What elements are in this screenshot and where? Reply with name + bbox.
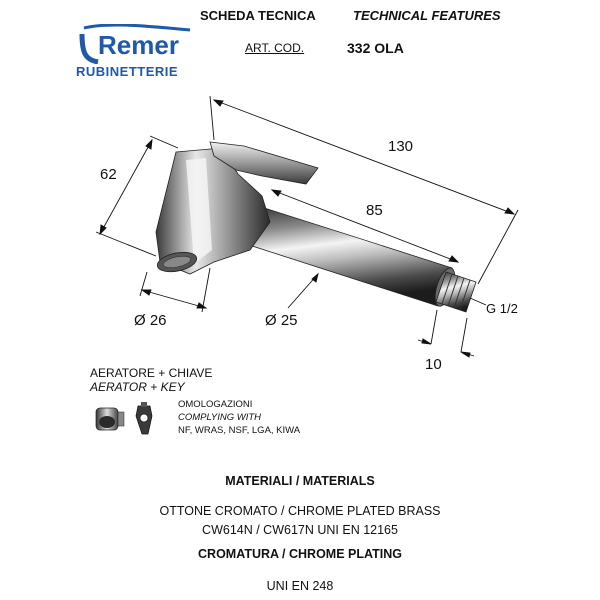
approvals-list: NF, WRAS, NSF, LGA, KIWA: [178, 425, 301, 436]
logo-wordmark: Remer: [98, 30, 179, 60]
dim-label-thread: G 1/2: [486, 301, 518, 316]
key-icon: [136, 402, 152, 434]
dim-label-130: 130: [388, 138, 414, 155]
approvals-label-it: OMOLOGAZIONI: [178, 399, 253, 410]
sheet-title-en: TECHNICAL FEATURES: [353, 8, 501, 23]
plating-title: CROMATURA / CHROME PLATING: [198, 547, 402, 561]
accessory-label-it: AERATORE + CHIAVE: [90, 366, 213, 380]
art-code-label: ART. COD.: [245, 41, 305, 55]
dim-label-62: 62: [100, 166, 117, 183]
dimension-10: [418, 310, 474, 357]
dimension-thread: [470, 298, 486, 305]
materials-line-1: OTTONE CROMATO / CHROME PLATED BRASS: [159, 504, 441, 518]
art-code-value: 332 OLA: [347, 40, 404, 56]
dim-label-d26: Ø 26: [134, 312, 167, 329]
dim-label-10: 10: [425, 356, 442, 373]
aerator-key-images: [90, 400, 170, 440]
materials-title: MATERIALI / MATERIALS: [225, 474, 375, 488]
approvals-label-en: COMPLYING WITH: [178, 412, 262, 423]
logo-subtitle: RUBINETTERIE: [76, 64, 179, 79]
dimension-d25: [288, 274, 318, 308]
plating-standard: UNI EN 248: [266, 579, 334, 593]
materials-line-2: CW614N / CW617N UNI EN 12165: [202, 523, 398, 537]
sheet-title-it: SCHEDA TECNICA: [200, 8, 316, 23]
dimension-d26: [140, 268, 210, 312]
dim-label-d25: Ø 25: [265, 312, 298, 329]
dim-label-85: 85: [366, 202, 383, 219]
aerator-icon: [96, 408, 124, 430]
accessory-label-en: AERATOR + KEY: [90, 380, 185, 394]
